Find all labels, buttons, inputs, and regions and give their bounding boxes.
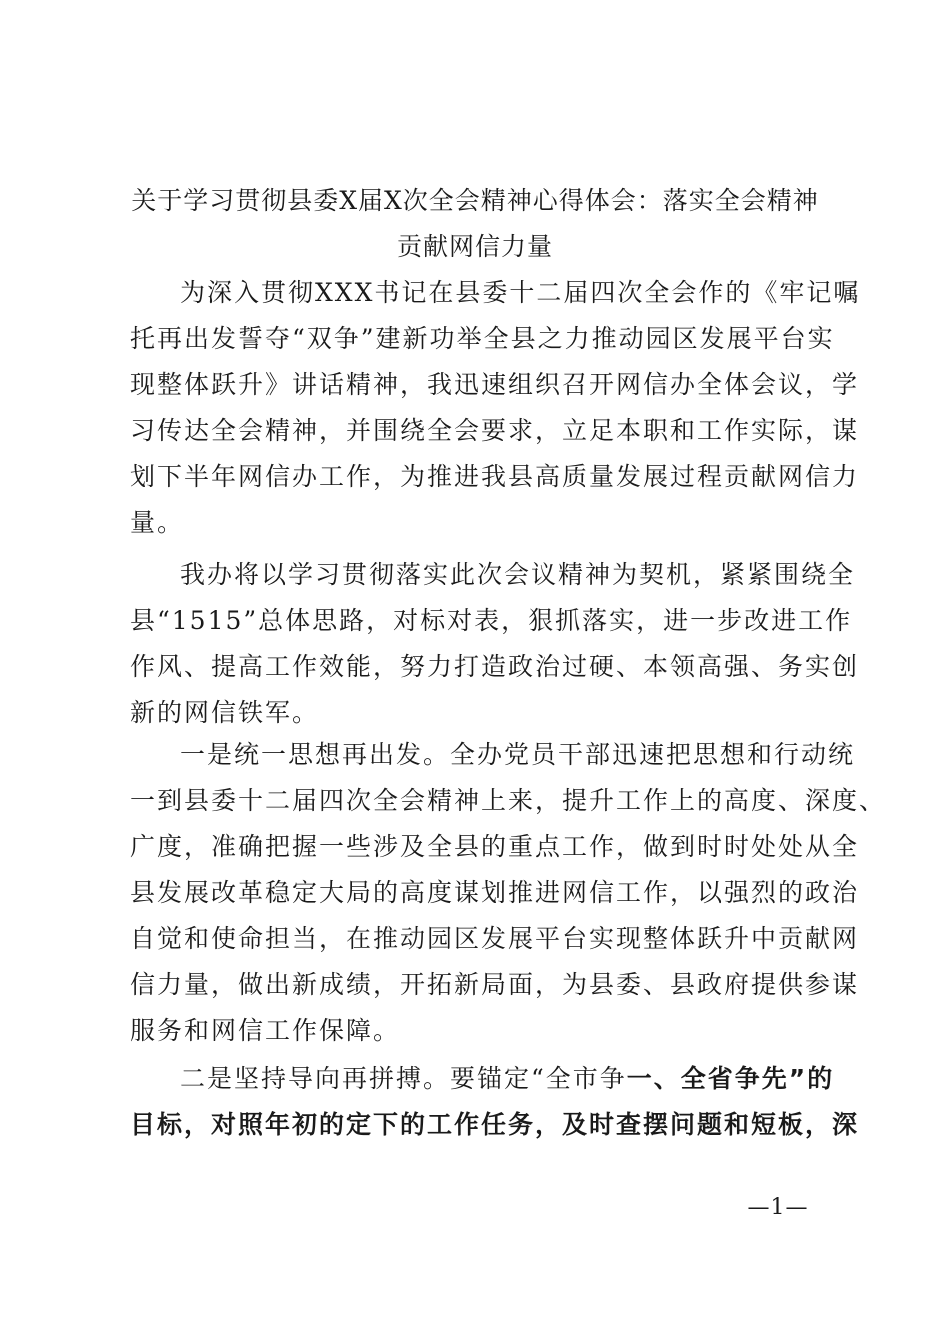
title-line-1: 关于学习贯彻县委X届X次全会精神心得体会：落实全会精神 [131, 186, 819, 215]
paragraph-line: 作风、提高工作效能，努力打造政治过硬、本领高强、务实创 [130, 652, 860, 681]
paragraph-line: 县发展改革稳定大局的高度谋划推进网信工作，以强烈的政治 [130, 878, 860, 907]
paragraph-line: 为深入贯彻XXX书记在县委十二届四次全会作的《牢记嘱 [180, 278, 861, 307]
paragraph-line: 县“1515”总体思路，对标对表，狠抓落实，进一步改进工作 [130, 606, 853, 635]
paragraph-2 [130, 552, 860, 736]
paragraph-line: 自觉和使命担当，在推动园区发展平台实现整体跃升中贡献网 [130, 924, 860, 953]
paragraph-line: 服务和网信工作保障。 [130, 1016, 401, 1045]
paragraph-line: 广度，准确把握一些涉及全县的重点工作，做到时时处处从全 [130, 832, 860, 861]
paragraph-line: 习传达全会精神，并围绕全会要求，立足本职和工作实际，谋 [130, 416, 860, 445]
paragraph-line: 一到县委十二届四次全会精神上来，提升工作上的高度、深度、 [130, 786, 887, 815]
paragraph-line-bold: 目标，对照年初的定下的工作任务，及时查摆问题和短板，深 [130, 1110, 860, 1139]
paragraph-line: 我办将以学习贯彻落实此次会议精神为契机，紧紧围绕全 [180, 560, 856, 589]
page-number: —1— [747, 1195, 809, 1220]
paragraph-text-bold: 一、全省争先”的 [626, 1064, 835, 1093]
paragraph-4 [130, 1056, 860, 1148]
paragraph-line: 信力量，做出新成绩，开拓新局面，为县委、县政府提供参谋 [130, 970, 860, 999]
paragraph-text-regular: 二是坚持导向再拼搏。要锚定“全市争 [180, 1064, 627, 1093]
paragraph-line: 划下半年网信办工作，为推进我县高质量发展过程贡献网信力 [130, 462, 860, 491]
paragraph-3 [130, 732, 887, 1054]
paragraph-line: 现整体跃升》讲话精神，我迅速组织召开网信办全体会议，学 [130, 370, 860, 399]
paragraph-line [130, 1056, 835, 1102]
paragraph-1 [130, 270, 861, 546]
paragraph-line: 新的网信铁军。 [130, 698, 320, 727]
paragraph-line: 量。 [130, 508, 185, 537]
paragraph-line: 一是统一思想再出发。全办党员干部迅速把思想和行动统 [180, 740, 856, 769]
title-line-2: 贡献网信力量 [396, 232, 553, 261]
paragraph-line: 托再出发誓夺“双争”建新功举全县之力推动园区发展平台实 [130, 324, 835, 353]
document-title [120, 178, 830, 270]
